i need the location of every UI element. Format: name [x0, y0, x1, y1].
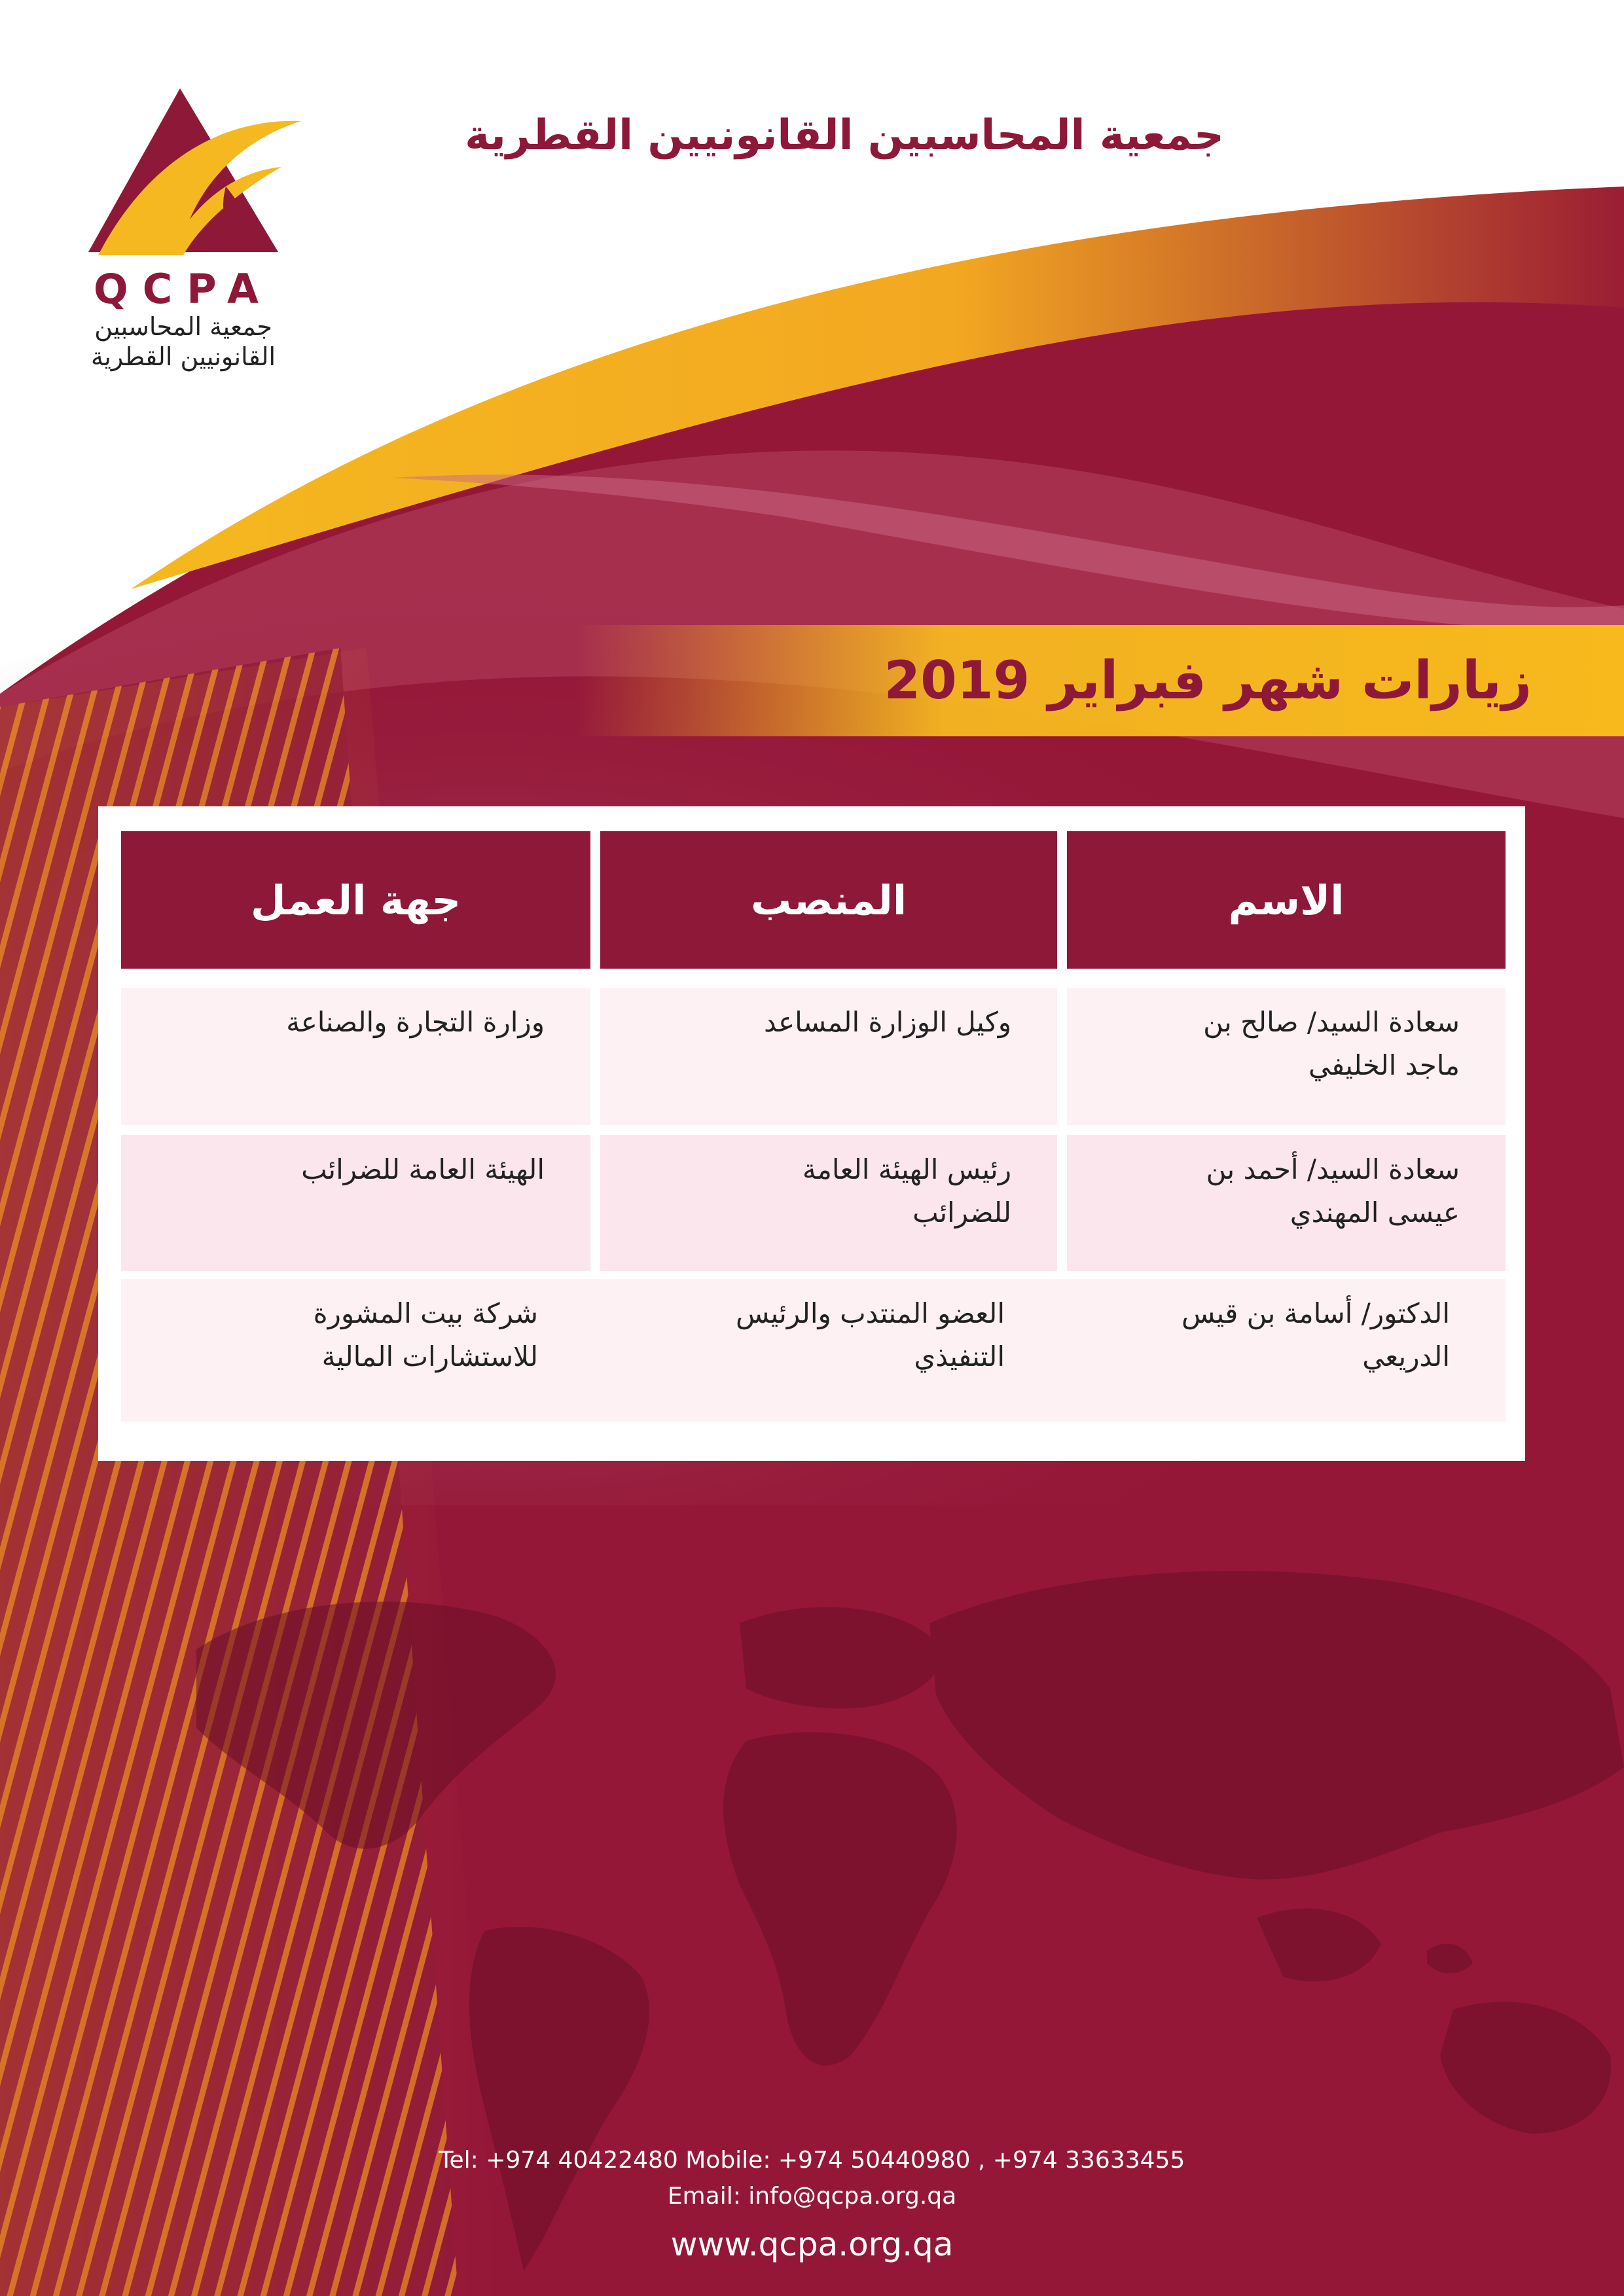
qcpa-logo	[85, 82, 301, 370]
row-3-name-line-1: الدكتور/ أسامة بن قيس	[1182, 1297, 1450, 1329]
header-name: الاسم	[1067, 831, 1506, 969]
banner-title: زيارات شهر فبراير 2019	[884, 650, 1532, 711]
table-row-2-name	[1067, 1135, 1506, 1271]
logo-triangle-icon	[85, 82, 301, 265]
row-1-position-line-1: وكيل الوزارة المساعد	[764, 1006, 1011, 1038]
organization-title: جمعية المحاسبين القانونيين القطرية	[465, 111, 1224, 160]
logo-arabic-line-2: القانونيين القطرية	[90, 342, 276, 371]
row-2-name-line-1: سعادة السيد/ أحمد بن	[1206, 1153, 1460, 1185]
header-position: المنصب	[600, 831, 1057, 969]
table-row-1-employer	[121, 988, 590, 1125]
table-row-3-name-text	[1067, 1279, 1506, 1422]
header-employer: جهة العمل	[121, 831, 590, 969]
row-3-position-line-1: العضو المنتدب والرئيس	[735, 1297, 1005, 1329]
logo-wordmark: QCPA	[94, 265, 273, 313]
table-row-3-position	[600, 1279, 1057, 1422]
row-2-name-line-2: عيسى المهندي	[1290, 1196, 1460, 1229]
contact-phones: Tel: +974 40422480 Mobile: +974 50440980 , +974 33633455	[439, 2147, 1185, 2174]
row-1-employer-line-1: وزارة التجارة والصناعة	[286, 1006, 545, 1038]
row-2-position-line-1: رئيس الهيئة العامة	[802, 1153, 1011, 1185]
website-link[interactable]: www.qcpa.org.qa	[670, 2225, 954, 2263]
visits-table	[98, 806, 1525, 1461]
row-3-name-line-2: الدريعي	[1362, 1340, 1450, 1372]
row-3-employer-line-1: شركة بيت المشورة	[313, 1297, 538, 1329]
row-2-position-line-2: للضرائب	[912, 1196, 1011, 1229]
row-1-name-line-1: سعادة السيد/ صالح بن	[1203, 1006, 1460, 1038]
logo-arabic-line-1: جمعية المحاسبين	[94, 312, 272, 341]
contact-email[interactable]: Email: info@qcpa.org.qa	[667, 2183, 957, 2210]
table-row-1-name	[1067, 988, 1506, 1125]
row-3-employer-line-2: للاستشارات المالية	[321, 1340, 538, 1372]
table-row-1-position	[600, 988, 1057, 1125]
row-3-position-line-2: التنفيذي	[914, 1340, 1005, 1372]
table-row-2-employer	[121, 1135, 590, 1271]
table-row-2-position	[600, 1135, 1057, 1271]
row-2-employer-line-1: الهيئة العامة للضرائب	[301, 1153, 545, 1185]
row-1-name-line-2: ماجد الخليفي	[1308, 1049, 1460, 1081]
table-row-3-employer	[121, 1279, 590, 1422]
